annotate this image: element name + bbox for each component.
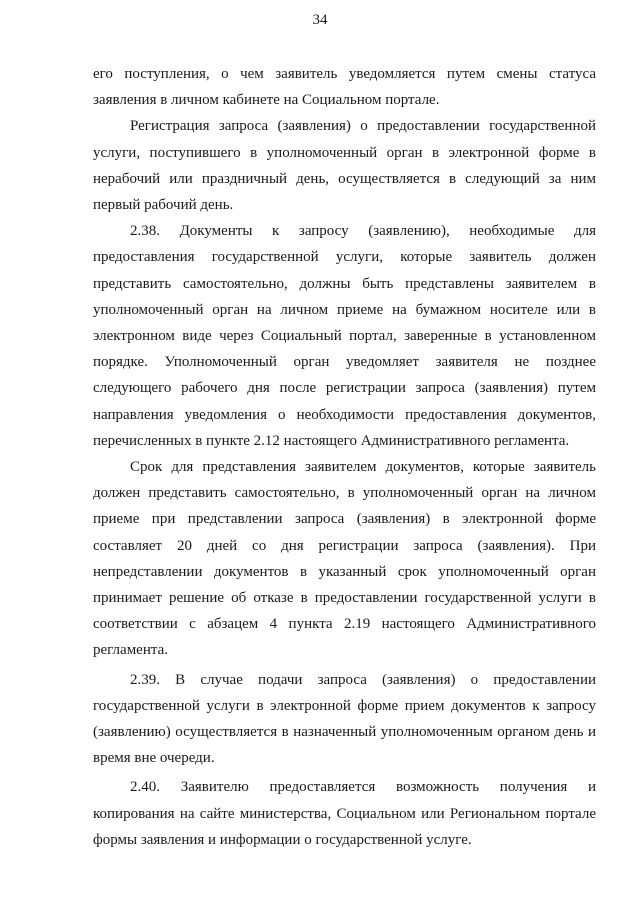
paragraph-continuation: его поступления, о чем заявитель уведомляется путем смены статуса заявления в личном кабинете на Социальном портале. [93, 66, 596, 109]
page-number: 34 [312, 12, 328, 28]
document-body [93, 61, 596, 853]
paragraph-2-40: 2.40. Заявителю предоставляется возможность получения и копирования на сайте министерства, Социальном или Региональном портале формы заявления и информации о государственной услуге. [93, 779, 596, 848]
paragraph-2-38: 2.38. Документы к запросу (заявлению), необходимые для предоставления государственной услуги, которые заявитель должен представить самостоятельно, должны быть представлены заявителем в уполномоченный орган на личном приеме на бумажном носителе или в электронном виде через Социальный портал, заверенные в установленном порядке. Уполномоченный орган уведомляет заявителя не позднее следующего рабочего дня после регистрации запроса (заявления) путем направления уведомления о необходимости предоставления документов, перечисленных в пункте 2.12 настоящего Административного регламента. [93, 223, 596, 449]
paragraph-registration: Регистрация запроса (заявления) о предоставлении государственной услуги, поступившего в уполномоченный орган в электронной форме в нерабочий или праздничный день, осуществляется в следующий за ним первый рабочий день. [93, 118, 596, 214]
paragraph-deadline: Срок для представления заявителем документов, которые заявитель должен представить самостоятельно, в уполномоченный орган на личном приеме при представлении запроса (заявления) в электронной форме составляет 20 дней со дня регистрации запроса (заявления). При непредставлении документов в указанный срок уполномоченный орган принимает решение об отказе в предоставлении государственной услуги в соответствии с абзацем 4 пункта 2.19 настоящего Административного регламента. [93, 459, 596, 659]
paragraph-2-39: 2.39. В случае подачи запроса (заявления) о предоставлении государственной услуги в электронной форме прием документов к запросу (заявлению) осуществляется в назначенный уполномоченным органом день и время вне очереди. [93, 671, 596, 767]
